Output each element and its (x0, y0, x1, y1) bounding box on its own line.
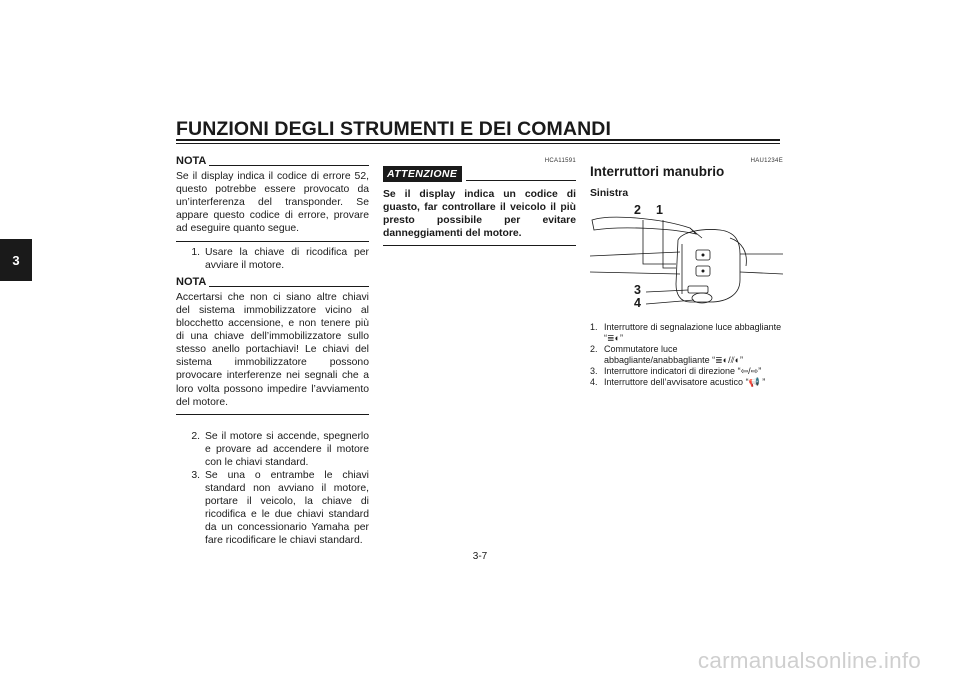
attention-text: Se il display indica un codice di guasto, far controllare il veicolo il più presto possibile per evitare danneggiamenti del motore. (383, 189, 576, 240)
legend-text: Commutatore luce abbagliante/anabbagliante “≣◐/⫽◐” (604, 344, 744, 366)
step-text: Usare la chiave di ricodifica per avviare il motore. (205, 246, 369, 271)
attention-heading (383, 166, 576, 182)
illustration-legend (590, 322, 783, 388)
handlebar-drawing (590, 202, 783, 318)
watermark: carmanualsonline.info (697, 648, 921, 673)
attention-rule (466, 180, 576, 181)
column-left (176, 155, 369, 548)
low-beam-icon: ⫽◐ (730, 355, 741, 366)
handlebar-switch-illustration (590, 202, 783, 318)
note-rule (209, 165, 369, 166)
legend-text: Interruttore di segnalazione luce abbagliante “≣◐” (604, 322, 782, 344)
note-text: Accertarsi che non ci siano altre chiavi del sistema immobilizzatore vicino al blocchetto accensione, e non tenere più di una chiave dell’immobilizzatore sullo stesso anello portachiavi! Le chiavi del sistema immobilizzatore possono provocare interferenze nei segnali che a loro volta possono impedire l’avviamento del motore. (176, 291, 369, 408)
callout-4: 4 (634, 296, 641, 311)
step-number: 1. (191, 246, 200, 258)
section-title: Interruttori manubrio (590, 164, 725, 179)
horn-icon: 📢 (748, 377, 760, 388)
section-subtitle: Sinistra (590, 188, 629, 200)
high-beam-icon: ≣◐ (715, 355, 729, 366)
note-heading (176, 155, 369, 168)
callout-1: 1 (656, 203, 663, 218)
step-text: Se il motore si accende, spegnerlo e provare ad accendere il motore con le chiavi standard. (205, 430, 369, 468)
note-label: NOTA (176, 155, 207, 167)
note-label: NOTA (176, 275, 207, 288)
legend-number: 1. (590, 322, 598, 333)
step-number: 3. (191, 469, 200, 481)
column-right (590, 155, 783, 388)
legend-item (590, 377, 783, 388)
legend-text: Interruttore indicatori di direzione “⇦/⇨” (604, 366, 762, 377)
legend-item (590, 366, 783, 377)
callout-2: 2 (634, 203, 641, 218)
chapter-tab: 3 (0, 239, 32, 281)
column-middle (383, 155, 576, 246)
step-item (176, 246, 369, 272)
note-heading (176, 276, 369, 289)
legend-item (590, 322, 783, 344)
step-item (176, 469, 369, 548)
high-beam-icon: ≣◐ (607, 333, 620, 344)
attention-end-rule (383, 245, 576, 246)
header-rule-thin (176, 143, 780, 144)
legend-number: 3. (590, 366, 598, 377)
step-text: Se una o entrambe le chiavi standard non avviano il motore, portare il veicolo, la chiave di ricodifica e le due chiavi standard da un concessionario Yamaha per fare ricodificare le chiavi standard. (205, 469, 369, 547)
legend-text: Interruttore dell’avvisatore acustico “📢 ” (604, 377, 766, 388)
page-number: 3-7 (472, 551, 488, 562)
legend-item (590, 344, 783, 366)
legend-number: 2. (590, 344, 598, 355)
note-end-rule (176, 241, 369, 242)
note-rule (209, 286, 369, 287)
legend-number: 4. (590, 377, 598, 388)
attention-badge: ATTENZIONE (383, 166, 462, 182)
reference-code: HAU1234E (750, 158, 783, 164)
callout-3: 3 (634, 283, 641, 298)
turn-right-icon: ⇨ (750, 366, 759, 377)
turn-left-icon: ⇦ (740, 366, 749, 377)
step-item (176, 430, 369, 469)
header-rule (176, 139, 780, 141)
reference-code: HCA11591 (544, 158, 576, 164)
step-number: 2. (191, 430, 200, 442)
note-text: Se il display indica il codice di errore 52, questo potrebbe essere provocato da un’interferenza del transponder. Se appare questo codice di errore, provare ad eseguire quanto segue. (176, 171, 369, 235)
page-header-title: FUNZIONI DEGLI STRUMENTI E DEI COMANDI (176, 118, 611, 140)
